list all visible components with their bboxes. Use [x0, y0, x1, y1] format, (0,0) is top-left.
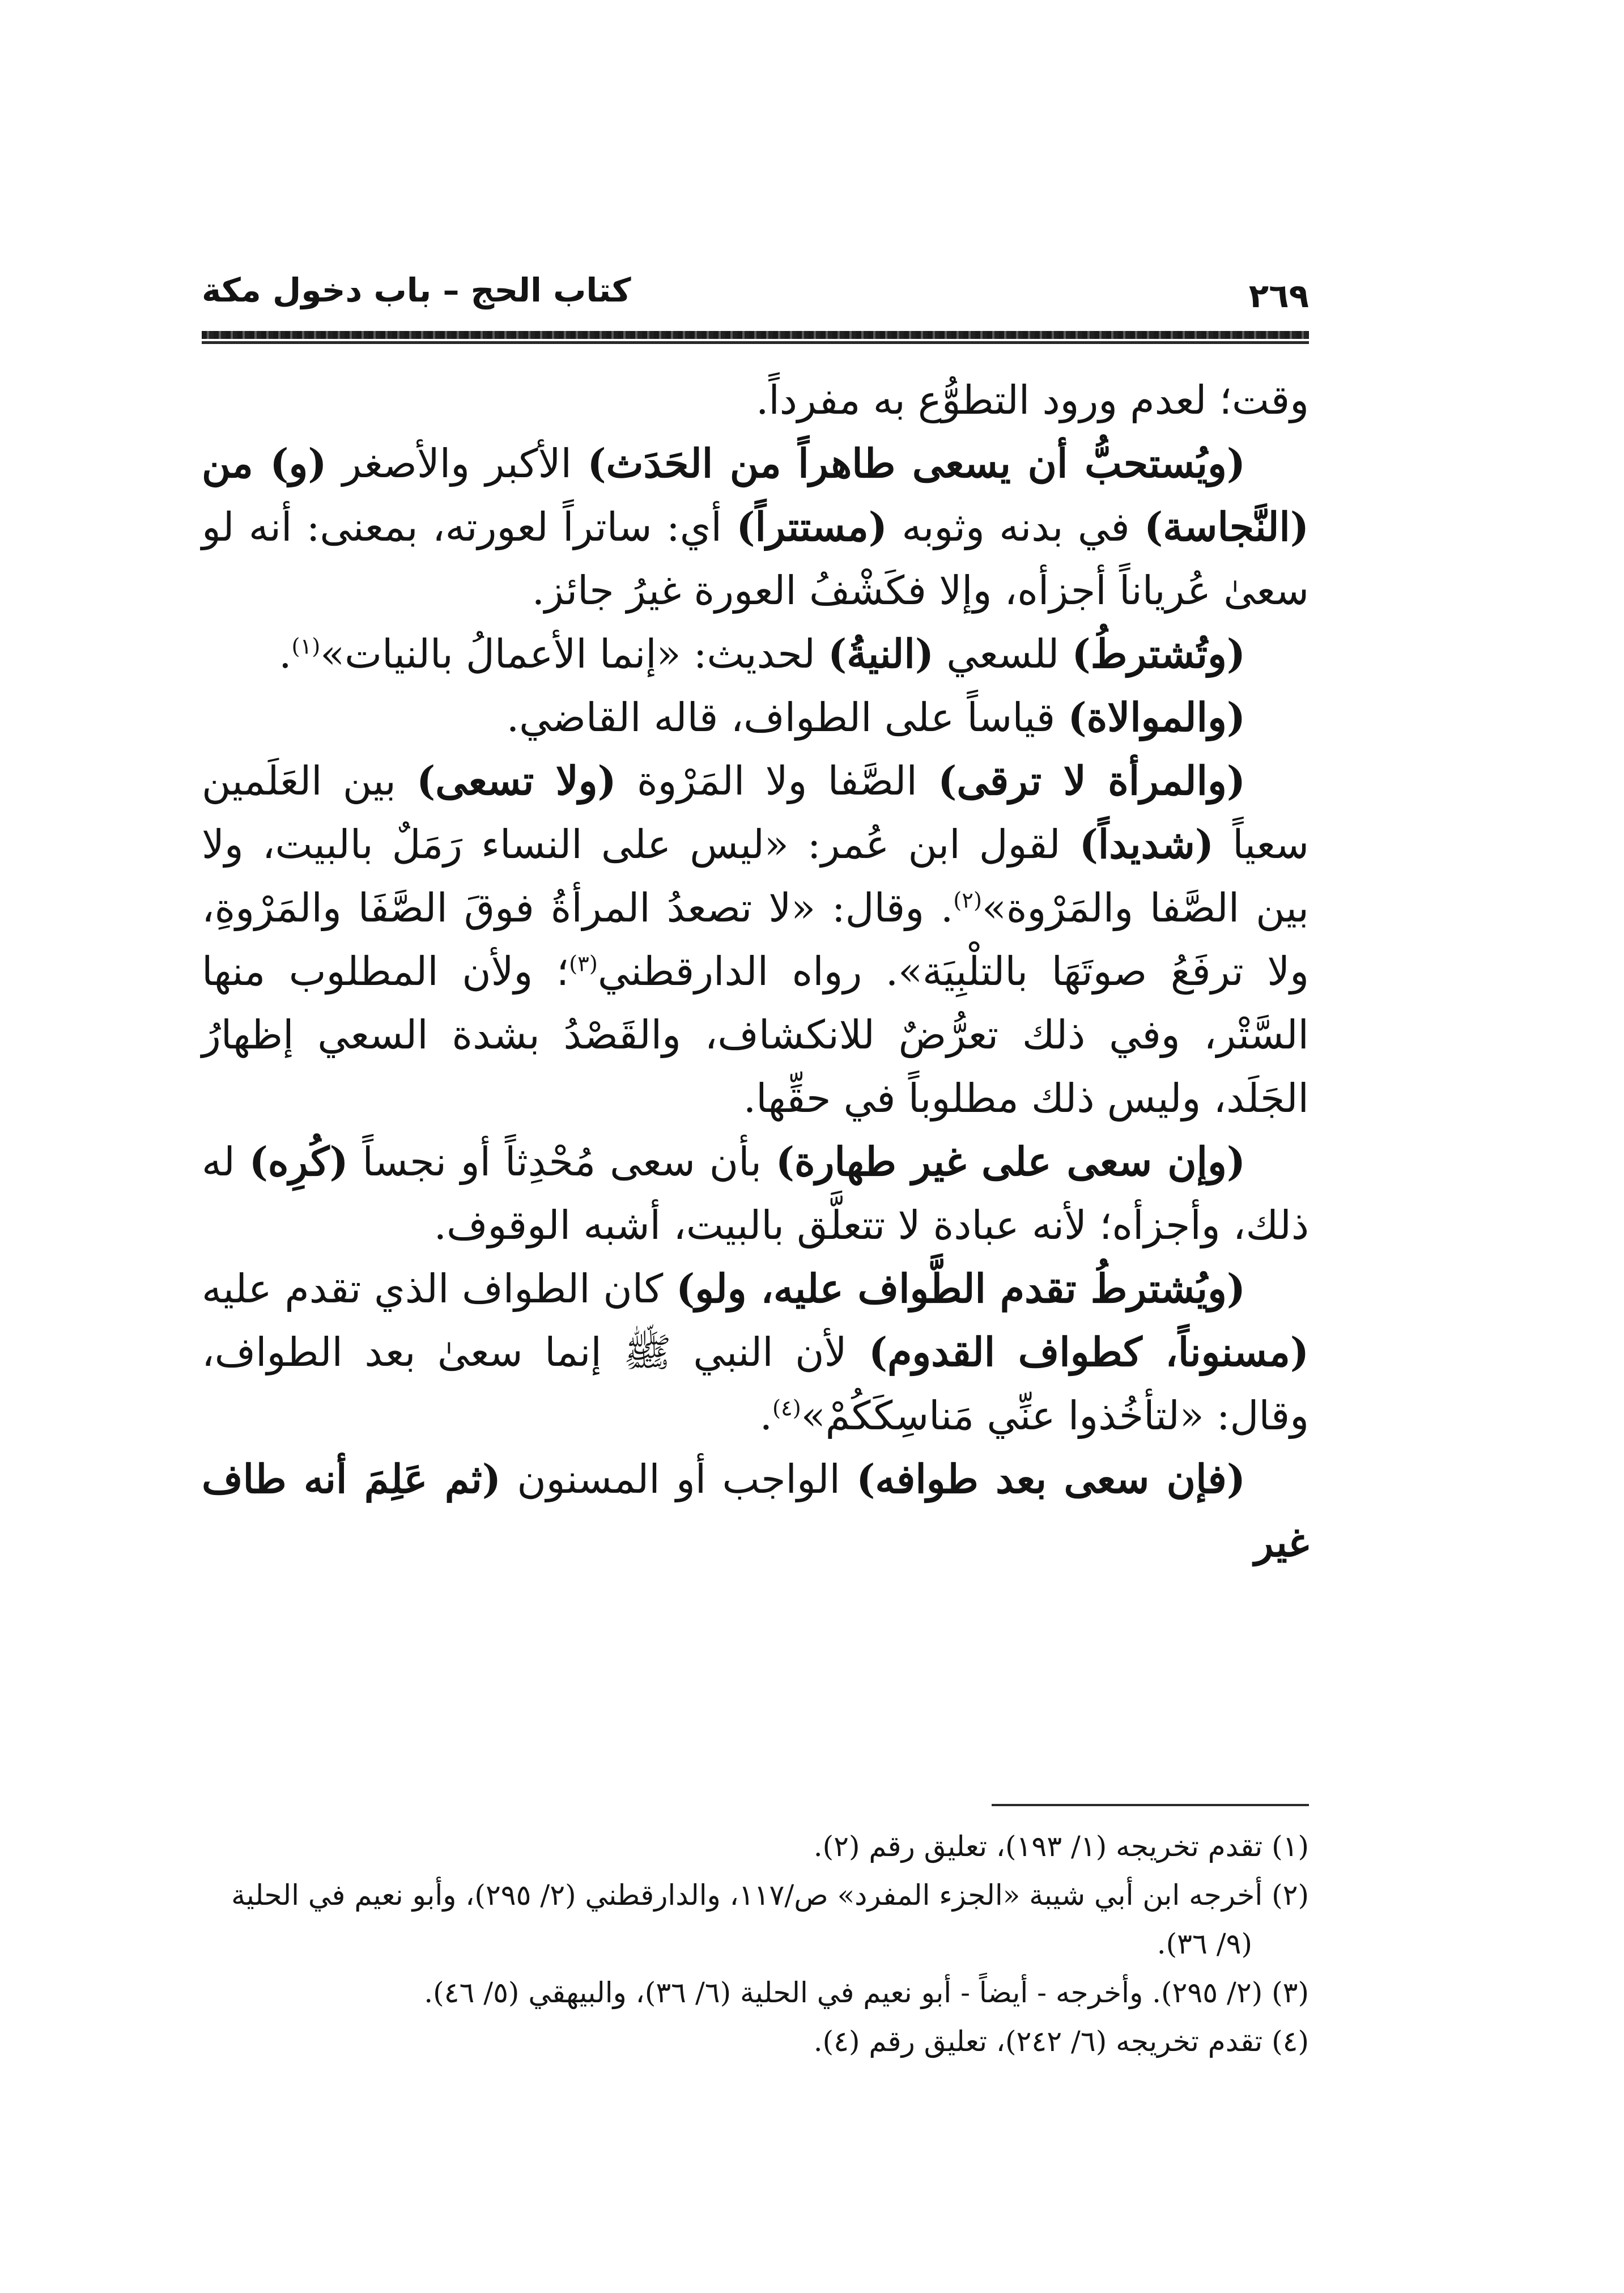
running-title: كتاب الحج – باب دخول مكة — [202, 271, 631, 309]
sharh-text: الأكبر والأصغر — [326, 440, 588, 487]
matn-text: (شديداً) — [1079, 821, 1214, 868]
sharh-text: . — [279, 631, 292, 677]
sharh-text: أي: ساتراً لعورته، بمعنى: أنه لو سعىٰ عُرياناً أجزأه، وإلا فكَشْفُ العورة غيرُ جائز. — [202, 504, 1309, 614]
matn-text: (وإن سعى على غير طهارة) — [775, 1138, 1245, 1185]
paragraph-5 — [202, 749, 1309, 1130]
matn-text: (مستتراً) — [736, 503, 887, 550]
sharh-text: كان الطواف الذي تقدم عليه — [202, 1266, 677, 1312]
sharh-text: في بدنه وثوبه — [887, 504, 1145, 550]
paragraph-1 — [202, 368, 1309, 432]
sharh-text: ؛ ولأن المطلوب منها السَّتْر، وفي ذلك تعرُّضٌ للانكشاف، والقَصْدُ بشدة السعي إظهارُ الجَلَد، وليس ذلك مطلوباً في حقِّها. — [202, 948, 1309, 1122]
matn-text: (ولا تسعى) — [416, 757, 617, 804]
footnote-1: (١) تقدم تخريجه (١/ ١٩٣)، تعليق رقم (٢). — [813, 1830, 1309, 1863]
page-header — [202, 266, 1309, 315]
main-text — [202, 368, 1309, 1574]
matn-text: (فإن سعى بعد طوافه) — [856, 1455, 1245, 1502]
sharh-text: لحديث: «إنما الأعمالُ بالنيات» — [320, 631, 828, 677]
paragraph-3 — [202, 622, 1309, 686]
page-number: ٢٦٩ — [1248, 277, 1309, 315]
footnote-4: (٤) تقدم تخريجه (٦/ ٢٤٢)، تعليق رقم (٤). — [813, 2025, 1309, 2058]
matn-text: (وتُشترطُ) — [1072, 630, 1245, 677]
footnotes — [202, 1822, 1309, 2066]
footnote-ref[interactable]: (٣) — [569, 951, 598, 977]
paragraph-4 — [202, 686, 1309, 749]
footnote-3: (٣) (٢/ ٢٩٥). وأخرجه - أيضاً - أبو نعيم في الحلية (٦/ ٣٦)، والبيهقي (٥/ ٤٦). — [424, 1976, 1309, 2009]
sharh-text: الصَّفا ولا المَرْوة — [616, 758, 938, 804]
matn-text: (والموالاة) — [1068, 694, 1245, 741]
sharh-text: للسعي — [933, 631, 1072, 677]
paragraph-6 — [202, 1130, 1309, 1257]
matn-text: (والمرأة لا ترقى) — [938, 757, 1245, 804]
matn-text: (النيةُ) — [828, 630, 934, 677]
sharh-text: الواجب أو المسنون — [501, 1456, 857, 1502]
sharh-text: قياساً على الطواف، قاله القاضي. — [506, 694, 1068, 741]
footnote-ref[interactable]: (١) — [291, 634, 321, 660]
sharh-text: لأن النبي ﷺ إنما سعىٰ بعد الطواف، وقال: «لتأخُذوا عنِّي مَناسِكَكُمْ» — [202, 1329, 1309, 1439]
sharh-text: . وقال: «لا تصعدُ المرأةُ فوقَ الصَّفَا والمَرْوةِ، ولا ترفَعُ صوتَهَا بالتلْبِيَة». رواه الدارقطني — [202, 885, 1309, 995]
matn-text: (و) من (النَّجاسة) — [202, 440, 1309, 550]
footnote-ref[interactable]: (٤) — [772, 1395, 801, 1421]
matn-text: (ثم عَلِمَ أنه طاف غير — [202, 1455, 1309, 1566]
sharh-text: بأن سعى مُحْدِثاً أو نجساً — [348, 1139, 776, 1185]
paragraph-7 — [202, 1257, 1309, 1447]
footnote-separator — [992, 1804, 1309, 1806]
sharh-text: بين العَلَمين سعياً — [202, 758, 1309, 868]
matn-text: (كُرِه) — [249, 1138, 348, 1185]
header-rule — [202, 331, 1309, 339]
paragraph-8 — [202, 1447, 1309, 1574]
footnote-ref[interactable]: (٢) — [953, 888, 983, 914]
matn-text: (ويُستحبُّ أن يسعى طاهراً من الحَدَث) — [587, 440, 1245, 487]
sharh-text: له ذلك، وأجزأه؛ لأنه عبادة لا تتعلَّق بالبيت، أشبه الوقوف. — [202, 1139, 1309, 1249]
matn-text: (ويُشترطُ تقدم الطَّواف عليه، ولو) — [676, 1265, 1245, 1312]
sharh-text: لقول ابن عُمر: «ليس على النساء رَمَلٌ بالبيت، ولا بين الصَّفا والمَرْوة» — [202, 821, 1309, 931]
header-rule-thin — [202, 341, 1309, 344]
matn-text: (مسنوناً، كطواف القدوم) — [868, 1328, 1310, 1375]
sharh-text: . — [759, 1392, 773, 1439]
text-run: وقت؛ لعدم ورود التطوُّع به مفرداً. — [756, 377, 1309, 423]
footnote-2: (٢) أخرجه ابن أبي شيبة «الجزء المفرد» ص/١١٧، والدارقطني (٢/ ٢٩٥)، وأبو نعيم في الحلية (٩/ ٣٦). — [231, 1879, 1309, 1960]
paragraph-2 — [202, 432, 1309, 622]
